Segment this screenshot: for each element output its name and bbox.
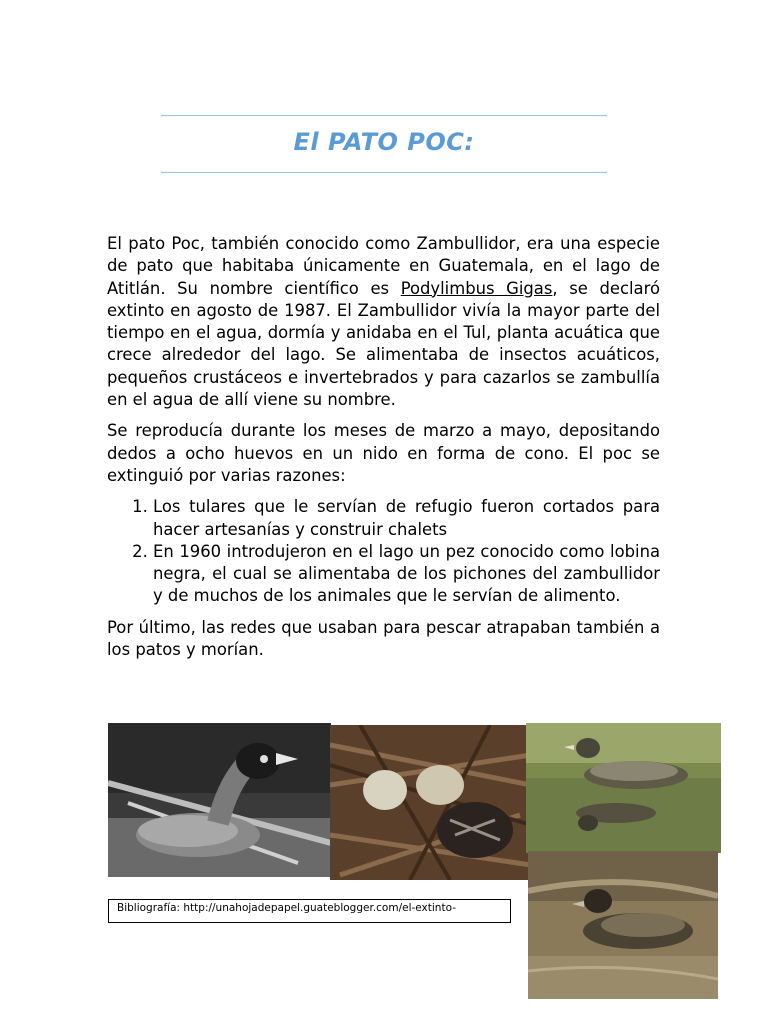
list-item: 1. Los tulares que le servían de refugio fueron cortados para hacer artesanías y construir chalets <box>153 496 660 541</box>
paragraph-intro <box>107 233 660 411</box>
reasons-list <box>107 496 660 607</box>
bibliography-text: Bibliografía: http://unahojadepapel.guateblogger.com/el-extinto- <box>117 902 456 914</box>
photo-grebe-grayscale <box>108 723 331 877</box>
paragraph-intro-before: El pato Poc, también conocido como Zambullidor, era una especie de pato que habitaba únicamente en Guatemala, en el lago de Atitlán. Su nombre científico es <box>107 234 660 298</box>
paragraph-intro-after: , se declaró extinto en agosto de 1987. El Zambullidor vivía la mayor parte del tiempo en el agua, dormía y anidaba en el Tul, planta acuática que crece alrededor del lago. Se alimentaba de insectos acuáticos, pequeños crustáceos e invertebrados y para cazarlos se zambullía en el agua de allí viene su nombre. <box>107 278 660 410</box>
scientific-name: Podylimbus Gigas <box>400 278 553 298</box>
page-title: El PATO POC: <box>293 128 475 156</box>
bibliography-box <box>108 899 511 923</box>
title-rule-bottom <box>161 172 607 173</box>
photo-grebe-murky <box>528 851 718 999</box>
photo-grebe-water <box>526 723 721 853</box>
photo-nest-eggs <box>330 725 531 880</box>
paragraph-reproduction: Se reproducía durante los meses de marzo a mayo, depositando dedos a ocho huevos en un nido en forma de cono. El poc se extinguió por varias razones: <box>107 421 660 485</box>
document-body <box>107 233 660 661</box>
list-item: 2. En 1960 introdujeron en el lago un pez conocido como lobina negra, el cual se alimentaba de los pichones del zambullidor y de muchos de los animales que le servían de alimento. <box>153 541 660 608</box>
title-rule-top <box>161 115 607 116</box>
paragraph-conclusion: Por último, las redes que usaban para pescar atrapaban también a los patos y morían. <box>107 617 660 660</box>
